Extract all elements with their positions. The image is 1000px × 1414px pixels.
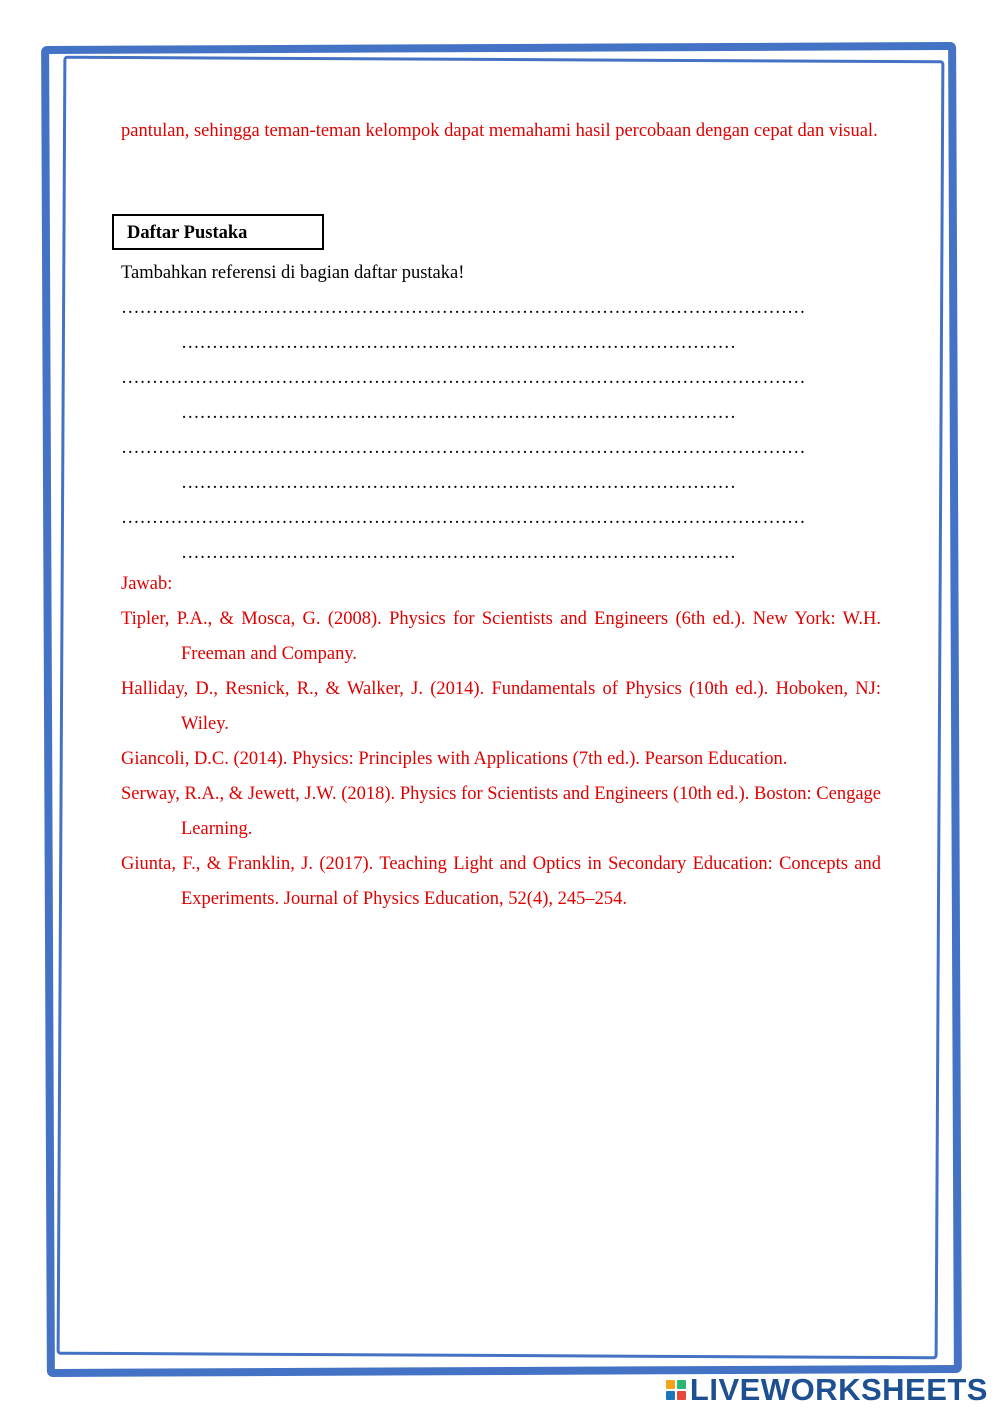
dotted-line-indented[interactable]: ……………………………………………………………………………… bbox=[181, 473, 736, 493]
reference-item: Giunta, F., & Franklin, J. (2017). Teaching Light and Optics in Secondary Education: Concepts and Experiments. Journal of Physics Education, 52(4), 245–254. bbox=[121, 854, 881, 909]
dotted-line-indented[interactable]: ……………………………………………………………………………… bbox=[181, 333, 736, 353]
intro-text-block bbox=[121, 114, 881, 149]
section-heading: Daftar Pustaka bbox=[112, 214, 324, 250]
answer-label: Jawab: bbox=[121, 574, 173, 594]
dotted-line-indented[interactable]: ……………………………………………………………………………… bbox=[181, 403, 736, 423]
liveworksheets-logo[interactable] bbox=[666, 1372, 988, 1408]
brand-name: LIVEWORKSHEETS bbox=[689, 1372, 988, 1407]
reference-item: Halliday, D., Resnick, R., & Walker, J. (2014). Fundamentals of Physics (10th ed.). Hoboken, NJ: Wiley. bbox=[121, 679, 881, 734]
reference-item: Giancoli, D.C. (2014). Physics: Principles with Applications (7th ed.). Pearson Education. bbox=[121, 749, 788, 769]
answer-dotted-lines bbox=[121, 291, 881, 571]
intro-paragraph: pantulan, sehingga teman-teman kelompok dapat memahami hasil percobaan dengan cepat dan visual. bbox=[121, 121, 878, 141]
dotted-line[interactable]: ………………………………………………………………………………………………… bbox=[121, 298, 806, 318]
liveworksheets-logo-icon bbox=[666, 1380, 686, 1400]
dotted-line[interactable]: ………………………………………………………………………………………………… bbox=[121, 508, 806, 528]
section-instruction: Tambahkan referensi di bagian daftar pustaka! bbox=[121, 263, 465, 283]
reference-item: Serway, R.A., & Jewett, J.W. (2018). Physics for Scientists and Engineers (10th ed.). Boston: Cengage Learning. bbox=[121, 784, 881, 839]
dotted-line[interactable]: ………………………………………………………………………………………………… bbox=[121, 368, 806, 388]
dotted-line[interactable]: ………………………………………………………………………………………………… bbox=[121, 438, 806, 458]
dotted-line-indented[interactable]: ……………………………………………………………………………… bbox=[181, 543, 736, 563]
answer-block bbox=[121, 567, 881, 917]
reference-item: Tipler, P.A., & Mosca, G. (2008). Physics for Scientists and Engineers (6th ed.). New York: W.H. Freeman and Company. bbox=[121, 609, 881, 664]
